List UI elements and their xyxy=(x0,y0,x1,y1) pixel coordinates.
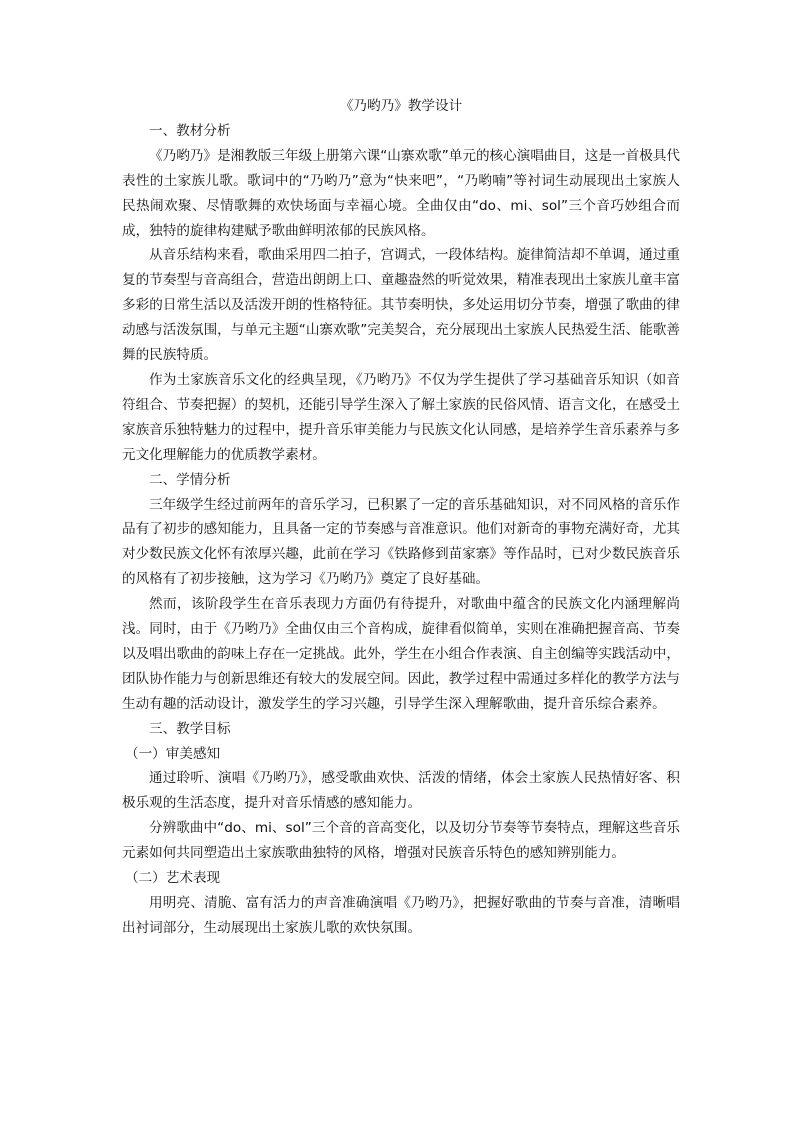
body-paragraph: 然而，该阶段学生在音乐表现力方面仍有待提升，对歌曲中蕴含的民族文化内涵理解尚浅。同时，由于《乃哟乃》全曲仅由三个音构成，旋律看似简单，实则在准确把握音高、节奏以及唱出歌曲的韵味上存在一定挑战。此外，学生在小组合作表演、自主创编等实践活动中，团队协作能力与创新思维还有较大的发展空间。因此，教学过程中需通过多样化的教学方法与生动有趣的活动设计，激发学生的学习兴趣，引导学生深入理解歌曲，提升音乐综合素养。 xyxy=(122,596,680,712)
section-heading: 一、教材分析 xyxy=(149,122,231,139)
body-paragraph: 从音乐结构来看，歌曲采用四二拍子，宫调式，一段体结构。旋律简洁却不单调，通过重复的节奏型与音高组合，营造出朗朗上口、童趣盎然的听觉效果，精准表现出土家族儿童丰富多彩的日常生活以及活泼开朗的性格特征。其节奏明快，多处运用切分节奏，增强了歌曲的律动感与活泼氛围，与单元主题“山寨欢歌”完美契合，充分展现出土家族人民热爱生活、能歌善舞的民族特质。 xyxy=(122,247,680,364)
section-heading: 三、教学目标 xyxy=(149,720,231,737)
body-paragraph: 三年级学生经过前两年的音乐学习，已积累了一定的音乐基础知识，对不同风格的音乐作品有了初步的感知能力，且具备一定的节奏感与音准意识。他们对新奇的事物充满好奇，尤其对少数民族文化怀有浓厚兴趣，此前在学习《铁路修到苗家寨》等作品时，已对少数民族音乐的风格有了初步接触，这为学习《乃哟乃》奠定了良好基础。 xyxy=(122,496,680,588)
body-paragraph: 分辨歌曲中“do、mi、sol”三个音的音高变化，以及切分节奏等节奏特点，理解这些音乐元素如何共同塑造出土家族歌曲独特的风格，增强对民族音乐特色的感知辨别能力。 xyxy=(122,820,680,862)
subsection-heading: （一）审美感知 xyxy=(125,745,221,762)
body-paragraph: 用明亮、清脆、富有活力的声音准确演唱《乃哟乃》，把握好歌曲的节奏与音准，清晰唱出衬词部分，生动展现出土家族儿歌的欢快氛围。 xyxy=(122,895,680,936)
section-heading: 二、学情分析 xyxy=(149,471,231,488)
body-paragraph: 作为土家族音乐文化的经典呈现，《乃哟乃》不仅为学生提供了学习基础音乐知识（如音符组合、节奏把握）的契机，还能引导学生深入了解土家族的民俗风情、语言文化，在感受土家族音乐独特魅力的过程中，提升音乐审美能力与民族文化认同感，是培养学生音乐素养与多元文化理解能力的优质教学素材。 xyxy=(122,371,680,463)
body-paragraph: 《乃哟乃》是湘教版三年级上册第六课“山寨欢歌”单元的核心演唱曲目，这是一首极具代表性的土家族儿歌。歌词中的“乃哟乃”意为“快来吧”，“乃哟喃”等衬词生动展现出土家族人民热闹欢聚、尽情歌舞的欢快场面与幸福心境。全曲仅由“do、mi、sol”三个音巧妙组合而成，独特的旋律构建赋予歌曲鲜明浓郁的民族风格。 xyxy=(122,147,680,239)
document-blocks xyxy=(122,119,680,941)
document-title: 《乃哟乃》教学设计 xyxy=(339,98,463,114)
document-body xyxy=(122,94,680,941)
subsection-heading: （二）艺术表现 xyxy=(125,870,221,887)
body-paragraph: 通过聆听、演唱《乃哟乃》，感受歌曲欢快、活泼的情绪，体会土家族人民热情好客、积极乐观的生活态度，提升对音乐情感的感知能力。 xyxy=(122,770,680,812)
